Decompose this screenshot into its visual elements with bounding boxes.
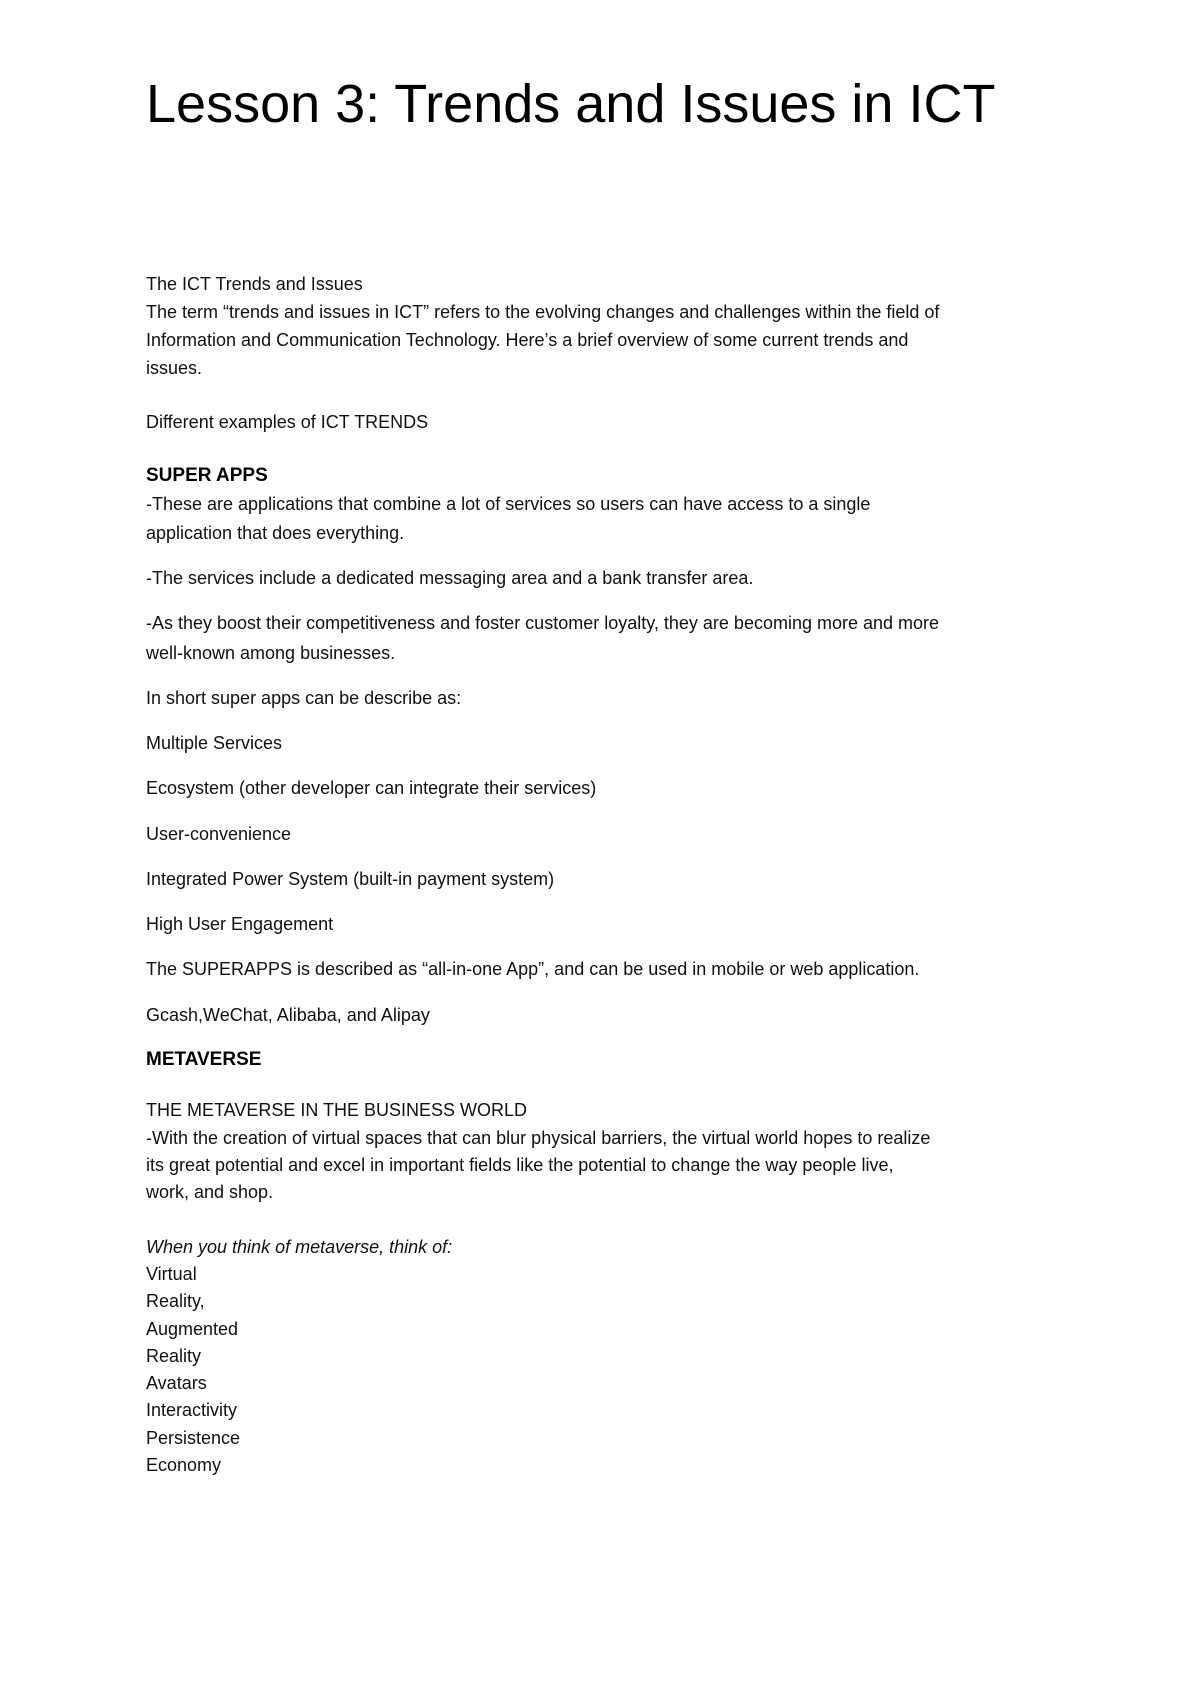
- super-apps-point-3-line-1: -As they boost their competitiveness and foster customer loyalty, they are becoming more and more: [146, 613, 940, 633]
- metaverse-subheading: THE METAVERSE IN THE BUSINESS WORLD: [146, 1100, 528, 1120]
- super-apps-trait: Ecosystem (other developer can integrate their services): [146, 778, 597, 798]
- list-item: Reality: [146, 1345, 202, 1366]
- list-item: Avatars: [146, 1373, 207, 1394]
- super-apps-trait: High User Engagement: [146, 914, 334, 934]
- super-apps-trait: User-convenience: [146, 824, 292, 844]
- intro-line-1: The term “trends and issues in ICT” refers to the evolving changes and challenges within the field of: [146, 302, 940, 322]
- super-apps-point-1-line-1: -These are applications that combine a lot of services so users can have access to a single: [146, 494, 871, 514]
- examples-label: Different examples of ICT TRENDS: [146, 412, 429, 432]
- list-item: Reality,: [146, 1291, 205, 1312]
- list-item: Economy: [146, 1455, 222, 1476]
- page-title: Lesson 3: Trends and Issues in ICT: [146, 74, 996, 134]
- intro-line-2: Information and Communication Technology. Here’s a brief overview of some current trends and: [146, 330, 909, 350]
- super-apps-trait: Integrated Power System (built-in payment system): [146, 869, 555, 889]
- intro-heading: The ICT Trends and Issues: [146, 274, 363, 294]
- metaverse-line-2: its great potential and excel in important fields like the potential to change the way people live,: [146, 1155, 894, 1175]
- super-apps-point-3-line-2: well-known among businesses.: [146, 643, 396, 663]
- super-apps-described: The SUPERAPPS is described as “all-in-one App”, and can be used in mobile or web application.: [146, 959, 920, 979]
- list-item: Augmented: [146, 1318, 239, 1339]
- super-apps-heading: SUPER APPS: [146, 465, 268, 486]
- super-apps-point-1-line-2: application that does everything.: [146, 523, 405, 543]
- super-apps-examples: Gcash,WeChat, Alibaba, and Alipay: [146, 1005, 430, 1025]
- metaverse-line-1: -With the creation of virtual spaces that can blur physical barriers, the virtual world hopes to realize: [146, 1128, 931, 1148]
- intro-line-3: issues.: [146, 358, 203, 378]
- metaverse-think-label: When you think of metaverse, think of:: [146, 1237, 453, 1257]
- super-apps-trait: Multiple Services: [146, 733, 283, 753]
- metaverse-line-3: work, and shop.: [146, 1182, 274, 1202]
- list-item: Interactivity: [146, 1400, 238, 1421]
- super-apps-short-label: In short super apps can be describe as:: [146, 688, 462, 708]
- metaverse-think-list: [146, 1261, 240, 1479]
- metaverse-heading: METAVERSE: [146, 1049, 262, 1070]
- list-item: Virtual: [146, 1264, 197, 1284]
- super-apps-point-2: -The services include a dedicated messaging area and a bank transfer area.: [146, 568, 754, 588]
- list-item: Persistence: [146, 1427, 241, 1448]
